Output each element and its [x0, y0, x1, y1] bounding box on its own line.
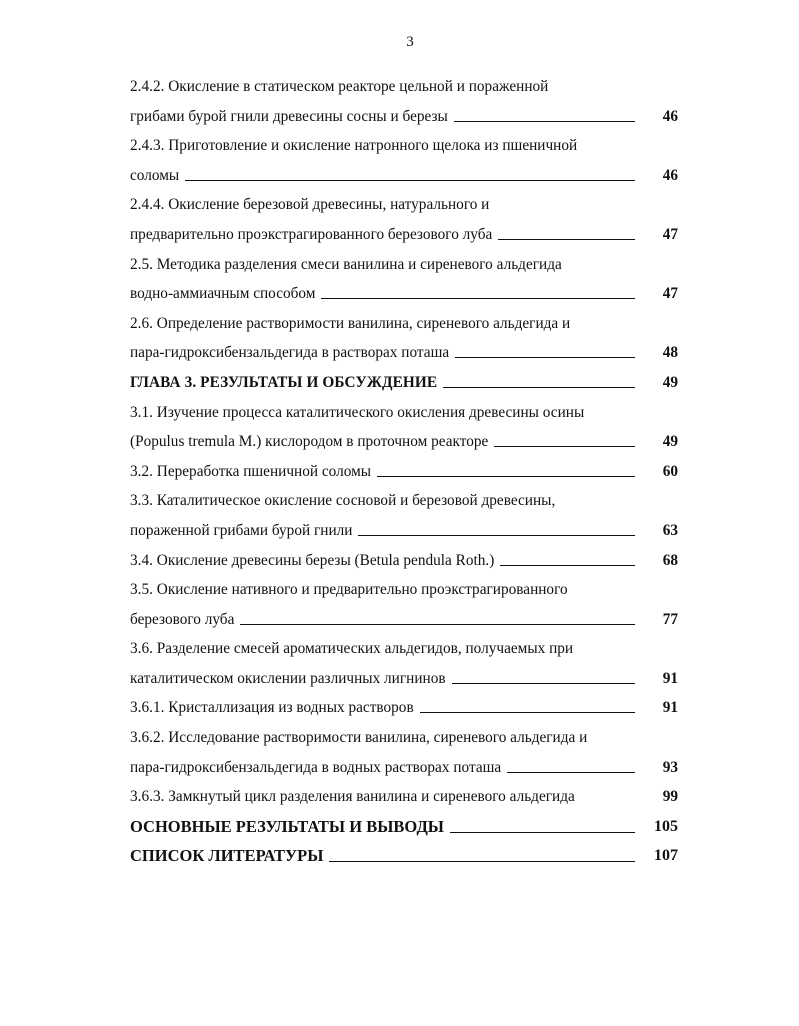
toc-entry-line	[130, 812, 690, 842]
toc-entry-text: ОСНОВНЫЕ РЕЗУЛЬТАТЫ И ВЫВОДЫ	[130, 816, 444, 836]
toc-entry-line	[130, 279, 690, 309]
toc-entry-line	[130, 516, 690, 546]
toc-entry-text: (Populus tremula M.) кислородом в проточном реакторе	[130, 433, 489, 451]
toc-leader-line	[452, 682, 635, 684]
toc-page-number: 107	[654, 847, 678, 865]
toc-entry-text: грибами бурой гнили древесины сосны и березы	[130, 107, 448, 125]
toc-entry-line	[130, 102, 690, 132]
toc-page-number: 93	[662, 758, 678, 776]
toc-entry-line	[130, 457, 690, 487]
toc-entry-text: СПИСОК ЛИТЕРАТУРЫ	[130, 846, 324, 866]
toc-page-number: 77	[662, 610, 678, 628]
toc-page-number: 49	[662, 433, 678, 451]
toc-leader-line	[321, 297, 635, 299]
toc-entry-text: 3.4. Окисление древесины березы (Betula pendula Roth.)	[130, 551, 495, 569]
toc-page-number: 47	[662, 285, 678, 303]
toc-entry	[130, 131, 690, 190]
page-number: 3	[406, 34, 414, 50]
toc-entry-line	[130, 398, 690, 428]
toc-entry-line	[130, 841, 690, 871]
toc-entry-line	[130, 546, 690, 576]
toc-entry	[130, 546, 690, 576]
toc-leader-line	[500, 564, 635, 566]
toc-entry-text: пара-гидроксибензальдегида в растворах поташа	[130, 344, 450, 362]
toc-entry-text: 3.5. Окисление нативного и предварительно проэкстрагированного	[130, 581, 568, 599]
toc-page-number: 46	[662, 166, 678, 184]
toc-entry-line	[130, 250, 690, 280]
toc-leader-line	[498, 238, 635, 240]
toc-entry-line	[130, 723, 690, 753]
toc-leader-line	[450, 831, 635, 833]
toc-entry-line	[130, 693, 690, 723]
toc-entry-line	[130, 131, 690, 161]
toc-entry-line	[130, 309, 690, 339]
toc-leader-line	[329, 860, 635, 862]
toc-page-number: 47	[662, 225, 678, 243]
toc-page-number: 91	[662, 669, 678, 687]
toc-entry-text: 2.4.3. Приготовление и окисление натронного щелока из пшеничной	[130, 137, 578, 155]
toc-entry-line	[130, 605, 690, 635]
toc-entry-line	[130, 753, 690, 783]
toc-entry	[130, 398, 690, 457]
toc-entry	[130, 575, 690, 634]
toc-entry	[130, 309, 690, 368]
toc-leader-line	[240, 623, 635, 625]
toc-entry-text: 2.6. Определение растворимости ванилина, сиреневого альдегида и	[130, 314, 571, 332]
toc-entry	[130, 368, 690, 398]
toc-page-number: 48	[662, 344, 678, 362]
toc-entry	[130, 634, 690, 693]
toc-entry	[130, 693, 690, 723]
toc-entry-text: ГЛАВА 3. РЕЗУЛЬТАТЫ И ОБСУЖДЕНИЕ	[130, 373, 438, 391]
toc-entry-text: 3.6.3. Замкнутый цикл разделения ванилина и сиреневого альдегида	[130, 788, 575, 806]
toc-entry-text: 3.6. Разделение смесей ароматических альдегидов, получаемых при	[130, 640, 574, 658]
toc-entry-text: 2.5. Методика разделения смеси ванилина и сиреневого альдегида	[130, 255, 562, 273]
toc-entry-text: 2.4.4. Окисление березовой древесины, натурального и	[130, 196, 490, 214]
toc-leader-line	[455, 356, 635, 358]
toc-entry-text: пара-гидроксибензальдегида в водных растворах поташа	[130, 758, 502, 776]
toc-leader-line	[420, 711, 635, 713]
toc-entry-text: водно-аммиачным способом	[130, 285, 316, 303]
toc-page-number: 68	[662, 551, 678, 569]
toc-entry	[130, 723, 690, 782]
toc-entry-line	[130, 575, 690, 605]
toc-page-number: 99	[662, 788, 678, 806]
toc-entry-text: 3.1. Изучение процесса каталитического окисления древесины осины	[130, 403, 585, 421]
toc-entry-line	[130, 634, 690, 664]
toc-entry-line	[130, 220, 690, 250]
toc-entry-line	[130, 427, 690, 457]
toc-entry-text: 3.3. Каталитическое окисление сосновой и березовой древесины,	[130, 492, 556, 510]
toc-entry-text: предварительно проэкстрагированного березового луба	[130, 225, 493, 243]
toc-page-number: 46	[662, 107, 678, 125]
toc-entry-text: березового луба	[130, 610, 235, 628]
toc-entry-line	[130, 190, 690, 220]
toc-leader-line	[443, 386, 635, 388]
toc-entry-text: пораженной грибами бурой гнили	[130, 521, 353, 539]
toc-entry-line	[130, 161, 690, 191]
toc-entry-text: 3.2. Переработка пшеничной соломы	[130, 462, 372, 480]
toc-entry-text: 3.6.2. Исследование растворимости ванилина, сиреневого альдегида и	[130, 729, 588, 747]
toc-entry-text: 2.4.2. Окисление в статическом реакторе цельной и пораженной	[130, 78, 549, 95]
toc-leader-line	[377, 475, 635, 477]
toc-entry	[130, 812, 690, 842]
toc-leader-line	[494, 445, 635, 447]
toc-entry	[130, 250, 690, 309]
toc-page-number: 91	[662, 699, 678, 717]
toc-page-number: 49	[662, 373, 678, 391]
toc-page-number: 105	[654, 817, 678, 835]
toc-entry-line	[130, 368, 690, 398]
toc-entry-line	[130, 72, 690, 102]
toc-entry-line	[130, 664, 690, 694]
toc-entry	[130, 782, 690, 812]
toc-entry	[130, 72, 690, 131]
toc-entry-line	[130, 486, 690, 516]
table-of-contents	[130, 72, 690, 871]
toc-leader-line	[454, 120, 635, 122]
toc-entry-line	[130, 338, 690, 368]
toc-entry	[130, 190, 690, 249]
toc-leader-line	[507, 771, 635, 773]
toc-entry-line	[130, 782, 690, 812]
toc-page-number: 60	[662, 462, 678, 480]
toc-entry	[130, 457, 690, 487]
toc-entry-text: каталитическом окислении различных лигнинов	[130, 669, 446, 687]
toc-leader-line	[358, 534, 635, 536]
toc-entry-text: соломы	[130, 166, 180, 184]
toc-entry	[130, 486, 690, 545]
toc-page-number: 63	[662, 521, 678, 539]
toc-leader-line	[185, 179, 635, 181]
toc-entry-text: 3.6.1. Кристаллизация из водных растворов	[130, 699, 414, 717]
toc-entry	[130, 841, 690, 871]
